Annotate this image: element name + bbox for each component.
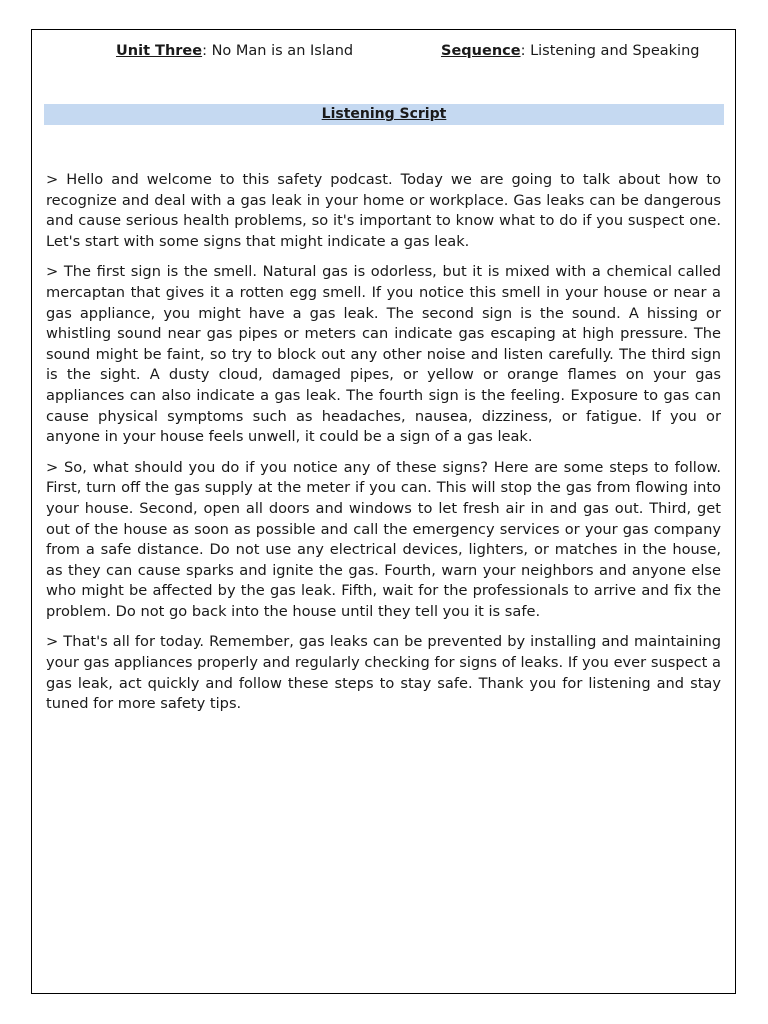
script-paragraph: > Hello and welcome to this safety podcast. Today we are going to talk about how to recognize and deal with a gas leak in your home or workplace. Gas leaks can be dangerous and cause serious health problems, so it's important to know what to do if you suspect one. Let's start with some signs that might indicate a gas leak.	[46, 171, 721, 250]
script-title: Listening Script	[321, 106, 447, 122]
sequence-title: : Listening and Speaking	[520, 43, 700, 59]
unit-title: : No Man is an Island	[202, 43, 354, 59]
script-paragraph: > The first sign is the smell. Natural gas is odorless, but it is mixed with a chemical called mercaptan that gives it a rotten egg smell. If you notice this smell in your house or near a gas appliance, you might have a gas leak. The second sign is the sound. A hissing or whistling sound near gas pipes or meters can indicate gas escaping at high pressure. The sound might be faint, so try to block out any other noise and listen carefully. The third sign is the sight. A dusty cloud, damaged pipes, or yellow or orange flames on your gas appliances can also indicate a gas leak. The fourth sign is the feeling. Exposure to gas can cause physical symptoms such as headaches, nausea, dizziness, or fatigue. If you or anyone in your house feels unwell, it could be a sign of a gas leak.	[46, 263, 721, 446]
unit-label: Unit Three	[116, 43, 203, 59]
script-paragraph: > That's all for today. Remember, gas leaks can be prevented by installing and maintaining your gas appliances properly and regularly checking for signs of leaks. If you ever suspect a gas leak, act quickly and follow these steps to stay safe. Thank you for listening and stay tuned for more safety tips.	[46, 633, 721, 713]
unit-heading	[116, 43, 353, 59]
sequence-label: Sequence	[441, 43, 521, 59]
page-header	[0, 43, 768, 65]
script-paragraph: > So, what should you do if you notice any of these signs? Here are some steps to follow. First, turn off the gas supply at the meter if you can. This will stop the gas from flowing into your house. Second, open all doors and windows to let fresh air in and gas out. Third, get out of the house as soon as possible and call the emergency services or your gas company from a safe distance. Do not use any electrical devices, lighters, or matches in the house, as they can cause sparks and ignite the gas. Fourth, warn your neighbors and anyone else who might be affected by the gas leak. Fifth, wait for the professionals to arrive and fix the problem. Do not go back into the house until they tell you it is safe.	[46, 458, 721, 620]
sequence-heading	[441, 43, 700, 59]
script-body	[46, 170, 721, 725]
script-title-bar	[44, 104, 724, 125]
